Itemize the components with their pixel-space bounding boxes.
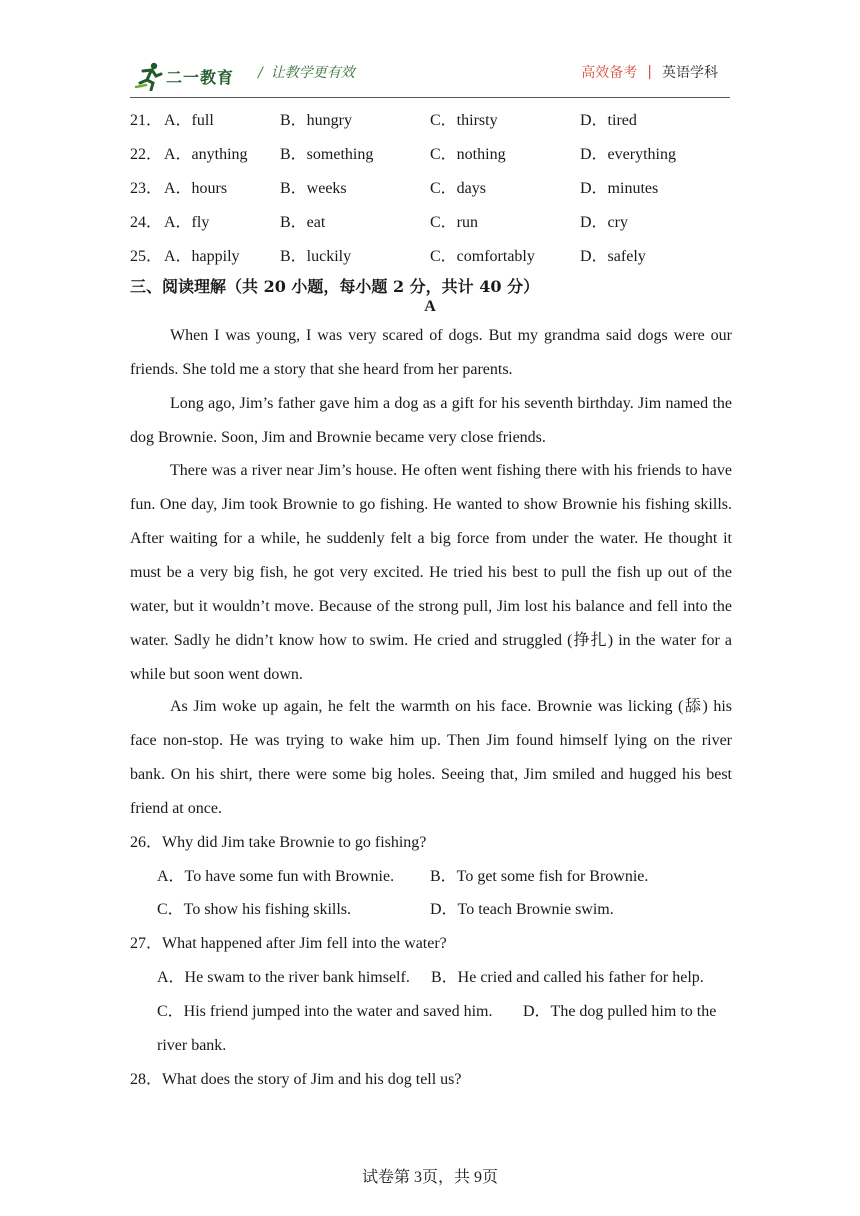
tag-separator: | xyxy=(647,64,652,80)
question-27-stem: 27．What happened after Jim fell into the water? xyxy=(130,935,447,952)
tag-exam-prep: 高效备考 xyxy=(581,65,638,81)
question-number: 22． xyxy=(130,146,163,163)
paragraph-3: There was a river near Jim’s house. He often went fishing there with his friends to have fun. One day, Jim took Brownie to go fishing. He wanted to show Brownie his fishing skills. After waiting for a while, he suddenly felt a big force from under the water. He thought it must be a very big fish, he got very excited. He tried his best to pull the fish up out of the water, but it wouldn’t move. Because of the strong pull, Jim lost his balance and fell into the water. Sadly he didn’t know how to swim. He cried and struggled (挣扎) in the water for a while but soon went down. xyxy=(130,462,732,683)
option-a: A．fly xyxy=(164,214,210,231)
option-a: A．anything xyxy=(164,146,248,163)
option-b: B．something xyxy=(280,146,374,163)
option-a: A．happily xyxy=(164,248,240,265)
slogan xyxy=(258,62,355,82)
option-d: D．tired xyxy=(580,112,637,129)
option-c: C．comfortably xyxy=(430,248,535,265)
question-number: 24． xyxy=(130,214,163,231)
option-d: D．everything xyxy=(580,146,676,163)
question-26-option-a: A．To have some fun with Brownie. xyxy=(157,868,395,885)
question-28-stem: 28．What does the story of Jim and his dog tell us? xyxy=(130,1071,462,1088)
question-27-option-d-continued: river bank. xyxy=(157,1037,227,1054)
question-number: 23． xyxy=(130,180,163,197)
option-c: C．nothing xyxy=(430,146,506,163)
header-tags xyxy=(581,62,718,82)
logo xyxy=(134,60,234,92)
option-b: B．hungry xyxy=(280,112,353,129)
tag-subject: 英语学科 xyxy=(662,65,718,81)
page-header xyxy=(130,56,730,98)
option-c: C．days xyxy=(430,180,487,197)
question-27-option-d: D．The dog pulled him to the xyxy=(523,1003,717,1020)
runner-logo-icon xyxy=(134,61,164,91)
option-b: B．weeks xyxy=(280,180,347,197)
option-b: B．luckily xyxy=(280,248,352,265)
logo-text: 二一教育 xyxy=(166,67,235,87)
question-27-option-a: A．He swam to the river bank himself. xyxy=(157,969,410,986)
option-a: A．full xyxy=(164,112,214,129)
section-title: 三、阅读理解（共 20 小题，每小题 2 分，共计 40 分） xyxy=(130,277,540,296)
option-c: C．thirsty xyxy=(430,112,498,129)
slogan-slash: / xyxy=(258,65,263,81)
question-number: 25． xyxy=(130,248,163,265)
paragraph-1: When I was young, I was very scared of dogs. But my grandma said dogs were our friends. She told me a story that she heard from her parents. xyxy=(130,327,732,378)
header-divider xyxy=(130,97,730,99)
option-d: D．minutes xyxy=(580,180,659,197)
question-27-option-b: B．He cried and called his father for help. xyxy=(431,969,704,986)
option-c: C．run xyxy=(430,214,479,231)
question-26-option-c: C．To show his fishing skills. xyxy=(157,901,352,918)
paragraph-4: As Jim woke up again, he felt the warmth on his face. Brownie was licking (舔) his face non-stop. He was trying to wake him up. Then Jim found himself lying on the river bank. On his shirt, there were some big holes. Seeing that, Jim smiled and hugged his best friend at once. xyxy=(130,698,732,817)
question-26-stem: 26．Why did Jim take Brownie to go fishing? xyxy=(130,834,427,851)
option-d: D．safely xyxy=(580,248,646,265)
question-26-option-b: B．To get some fish for Brownie. xyxy=(430,868,649,885)
option-d: D．cry xyxy=(580,214,628,231)
option-b: B．eat xyxy=(280,214,326,231)
question-26-option-d: D．To teach Brownie swim. xyxy=(430,901,614,918)
question-number: 21． xyxy=(130,112,163,129)
option-a: A．hours xyxy=(164,180,228,197)
question-27-option-c: C．His friend jumped into the water and saved him. xyxy=(157,1003,493,1020)
page-footer: 试卷第 3页，共 9页 xyxy=(361,1169,498,1186)
paragraph-2: Long ago, Jim’s father gave him a dog as a gift for his seventh birthday. Jim named the dog Brownie. Soon, Jim and Brownie became very close friends. xyxy=(130,395,732,446)
passage-label: A xyxy=(424,298,436,315)
slogan-text: 让教学更有效 xyxy=(270,65,355,81)
